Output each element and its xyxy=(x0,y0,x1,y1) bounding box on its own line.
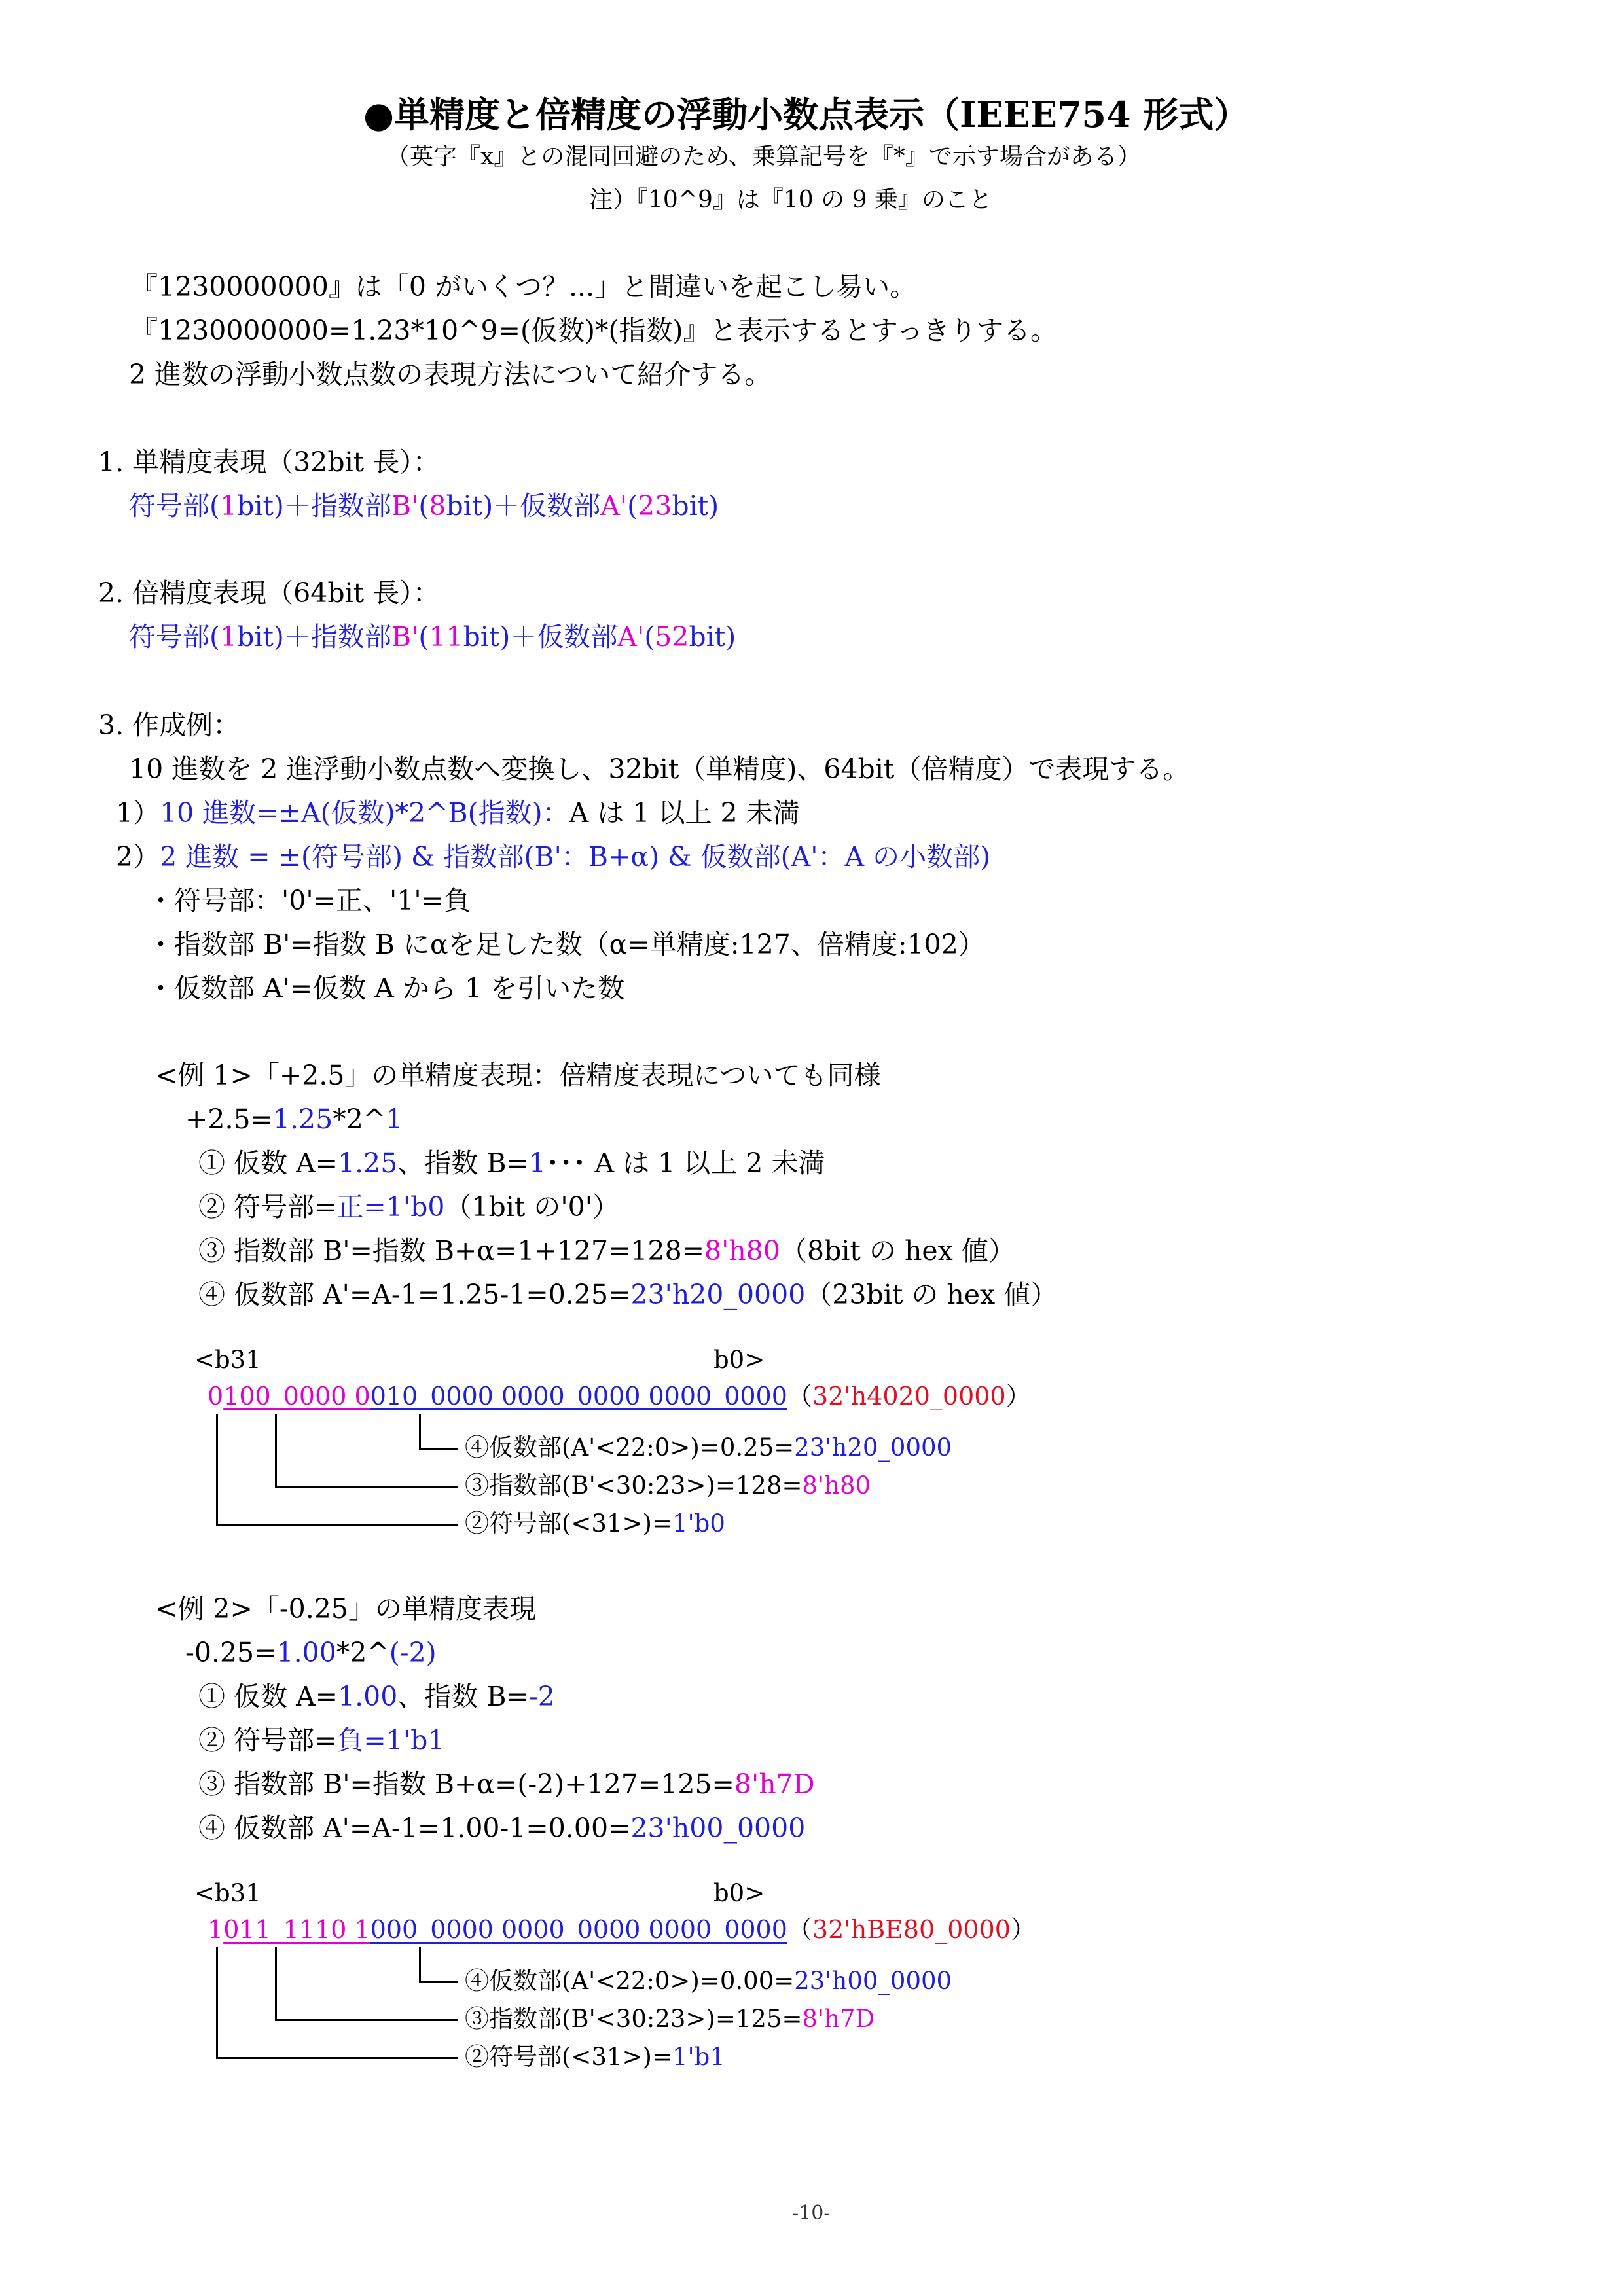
hex-value: 32'h4020_0000 xyxy=(812,1382,1006,1410)
bullet-mantissa: ・仮数部 A'=仮数 A から 1 を引いた数 xyxy=(147,973,625,1004)
connector-line xyxy=(419,1947,421,1981)
step-value: 1.00 xyxy=(338,1681,398,1712)
format-value: A' xyxy=(600,490,628,522)
field-text: ③指数部(B'<30:23>)=128= xyxy=(465,1471,803,1499)
step-value: 23'h20_0000 xyxy=(630,1279,806,1310)
mantissa-bits: 000_0000 0000_0000 0000_0000 xyxy=(370,1915,787,1944)
hex-bracket: ） xyxy=(1010,1915,1036,1944)
sign-field-label xyxy=(465,1509,725,1539)
step-text: （8bit の hex 値） xyxy=(780,1235,1015,1266)
section-2-heading: 2. 倍精度表現（64bit 長）： xyxy=(98,577,440,609)
format-text: ( xyxy=(418,490,429,522)
eq-part: *2^ xyxy=(333,1103,386,1135)
format-text: bit)＋仮数部 xyxy=(463,621,618,653)
eq-exponent: (-2) xyxy=(389,1637,437,1668)
mantissa-bits: 010_0000 0000_0000 0000_0000 xyxy=(370,1382,787,1410)
exponent-bits: 011_1110 1 xyxy=(223,1915,370,1944)
connector-line xyxy=(275,1414,277,1486)
mantissa-field-label xyxy=(465,1966,952,1996)
bullet-sign: ・符号部：'0'=正、'1'=負 xyxy=(147,885,471,916)
sign-field-label xyxy=(465,2042,725,2072)
format-text: bit)＋指数部 xyxy=(237,621,391,653)
field-value: 23'h20_0000 xyxy=(794,1433,952,1462)
format-value: 11 xyxy=(429,621,463,653)
step-value: 1.25 xyxy=(338,1147,398,1179)
step-value: 8'h80 xyxy=(704,1235,780,1266)
format-value: A' xyxy=(617,621,645,653)
example-1-step-4 xyxy=(198,1278,1057,1312)
step-text: ① 仮数 A= xyxy=(198,1147,338,1179)
format-text: bit) xyxy=(672,490,719,522)
step-text: ② 符号部= xyxy=(198,1191,337,1223)
format-text: bit)＋仮数部 xyxy=(446,490,601,522)
sign-bit: 1 xyxy=(208,1915,224,1944)
field-value: 8'h7D xyxy=(802,2005,875,2033)
step-value: 23'h00_0000 xyxy=(630,1812,806,1844)
section-3-heading: 3. 作成例： xyxy=(98,709,240,741)
format-text: ( xyxy=(418,621,429,653)
connector-line xyxy=(419,1448,458,1450)
eq-part: *2^ xyxy=(336,1637,389,1668)
page-number: -10- xyxy=(792,2202,831,2225)
exponent-field-label xyxy=(465,2004,875,2034)
format-value: 52 xyxy=(655,621,689,653)
eq-exponent: 1 xyxy=(386,1103,403,1135)
example-2-step-1 xyxy=(198,1679,555,1713)
example-2-heading: <例 2>「-0.25」の単精度表現 xyxy=(155,1593,536,1624)
item-note: A は 1 以上 2 未満 xyxy=(569,797,800,829)
format-value: 1 xyxy=(220,490,238,522)
example-2-equation xyxy=(185,1636,437,1670)
format-value: 1 xyxy=(220,621,238,653)
intro-line-1: 『1230000000』は「0 がいくつ？...」と間違いを起こし易い。 xyxy=(131,271,917,302)
step-text: （23bit の hex 値） xyxy=(805,1279,1058,1310)
page-subtitle: （英字『x』との混同回避のため、乗算記号を『*』で示す場合がある） xyxy=(386,143,1141,170)
item-formula: 10 進数=±A(仮数)*2^B(指数)： xyxy=(160,797,569,829)
field-text: ④仮数部(A'<22:0>)=0.25= xyxy=(465,1433,795,1462)
bit-string xyxy=(208,1381,1031,1411)
eq-mantissa: 1.00 xyxy=(276,1637,336,1668)
section-3-item-2 xyxy=(116,840,990,874)
field-value: 8'h80 xyxy=(802,1471,871,1499)
step-text: ③ 指数部 B'=指数 B+α=(-2)+127=125= xyxy=(198,1768,734,1800)
eq-part: -0.25= xyxy=(185,1637,277,1668)
section-2-format xyxy=(129,620,736,654)
step-text: ② 符号部= xyxy=(198,1725,337,1756)
eq-mantissa: 1.25 xyxy=(272,1103,333,1135)
page-note: 注）『10^9』は『10 の 9 乗』のこと xyxy=(589,187,992,213)
step-value: -2 xyxy=(528,1681,555,1712)
section-3-item-1 xyxy=(116,796,800,830)
step-text: ① 仮数 A= xyxy=(198,1681,338,1712)
connector-line xyxy=(216,2057,458,2059)
example-1-heading: <例 1>「+2.5」の単精度表現：倍精度表現についても同様 xyxy=(155,1060,881,1091)
connector-line xyxy=(275,1947,277,2019)
intro-line-3: 2 進数の浮動小数点数の表現方法について紹介する。 xyxy=(129,359,772,390)
item-number: 2） xyxy=(116,841,160,872)
hex-bracket: （ xyxy=(787,1382,812,1410)
format-text: bit)＋指数部 xyxy=(237,490,391,522)
example-1-equation xyxy=(185,1102,403,1136)
example-1-step-2 xyxy=(198,1190,619,1224)
sign-bit: 0 xyxy=(208,1382,224,1410)
step-text: ④ 仮数部 A'=A-1=1.00-1=0.00= xyxy=(198,1812,631,1844)
hex-bracket: （ xyxy=(787,1915,812,1944)
step-text: 、指数 B= xyxy=(397,1681,529,1712)
field-value: 23'h00_0000 xyxy=(794,1967,952,1995)
field-text: ③指数部(B'<30:23>)=125= xyxy=(465,2005,803,2033)
format-text: ( xyxy=(627,490,638,522)
exponent-field-label xyxy=(465,1471,871,1501)
field-value: 1'b0 xyxy=(672,1509,725,1537)
exponent-bits: 100_0000 0 xyxy=(223,1382,370,1410)
field-text: ④仮数部(A'<22:0>)=0.00= xyxy=(465,1967,795,1995)
format-text: bit) xyxy=(689,621,736,653)
step-value: 1 xyxy=(528,1147,546,1179)
format-value: 8 xyxy=(429,490,446,522)
lsb-label: b0> xyxy=(713,1879,765,1907)
step-text: ④ 仮数部 A'=A-1=1.25-1=0.25= xyxy=(198,1279,631,1310)
connector-line xyxy=(275,1486,458,1488)
field-value: 1'b1 xyxy=(672,2043,725,2071)
example-2-step-3 xyxy=(198,1767,815,1801)
msb-label: <b31 xyxy=(194,1879,261,1907)
step-text: ③ 指数部 B'=指数 B+α=1+127=128= xyxy=(198,1235,705,1266)
field-text: ②符号部(<31>)= xyxy=(465,1509,672,1537)
connector-line xyxy=(275,2019,458,2021)
example-1-step-3 xyxy=(198,1234,1015,1268)
item-formula: 2 進数 = ±(符号部) & 指数部(B'：B+α) & 仮数部(A'：A の小数部) xyxy=(160,841,991,872)
format-text: ( xyxy=(644,621,655,653)
example-1-step-1 xyxy=(198,1146,825,1180)
hex-bracket: ） xyxy=(1005,1382,1031,1410)
mantissa-field-label xyxy=(465,1433,952,1463)
bit-string xyxy=(208,1914,1036,1945)
section-3-description: 10 進数を 2 進浮動小数点数へ変換し、32bit（単精度)、64bit（倍精度）で表現する。 xyxy=(129,753,1190,785)
step-text: （1bit の'0'） xyxy=(444,1191,620,1223)
connector-line xyxy=(419,1414,421,1448)
hex-value: 32'hBE80_0000 xyxy=(812,1915,1011,1944)
step-value: 正=1'b0 xyxy=(336,1191,445,1223)
step-value: 負=1'b1 xyxy=(336,1725,445,1756)
intro-line-2: 『1230000000=1.23*10^9=(仮数)*(指数)』と表示するとすっきりする。 xyxy=(131,315,1057,346)
item-number: 1） xyxy=(116,797,160,829)
msb-label: <b31 xyxy=(194,1346,261,1374)
format-value: B' xyxy=(391,490,419,522)
example-2-step-2 xyxy=(198,1723,444,1757)
eq-part: +2.5= xyxy=(185,1103,273,1135)
section-1-format xyxy=(129,489,719,523)
lsb-label: b0> xyxy=(713,1346,765,1374)
format-text: 符号部( xyxy=(129,621,220,653)
field-text: ②符号部(<31>)= xyxy=(465,2043,672,2071)
format-value: B' xyxy=(391,621,419,653)
step-text: ･･･ A は 1 以上 2 未満 xyxy=(545,1147,825,1179)
connector-line xyxy=(216,1414,218,1524)
connector-line xyxy=(216,1947,218,2057)
format-value: 23 xyxy=(638,490,672,522)
bullet-exponent: ・指数部 B'=指数 B にαを足した数（α=単精度:127、倍精度:102） xyxy=(147,929,985,960)
example-2-step-4 xyxy=(198,1811,805,1845)
format-text: 符号部( xyxy=(129,490,220,522)
connector-line xyxy=(216,1524,458,1526)
step-text: 、指数 B= xyxy=(397,1147,529,1179)
section-1-heading: 1. 単精度表現（32bit 長）： xyxy=(98,446,440,478)
page-title: ●単精度と倍精度の浮動小数点表示（IEEE754 形式） xyxy=(363,94,1250,135)
connector-line xyxy=(419,1981,458,1983)
step-value: 8'h7D xyxy=(734,1768,815,1800)
